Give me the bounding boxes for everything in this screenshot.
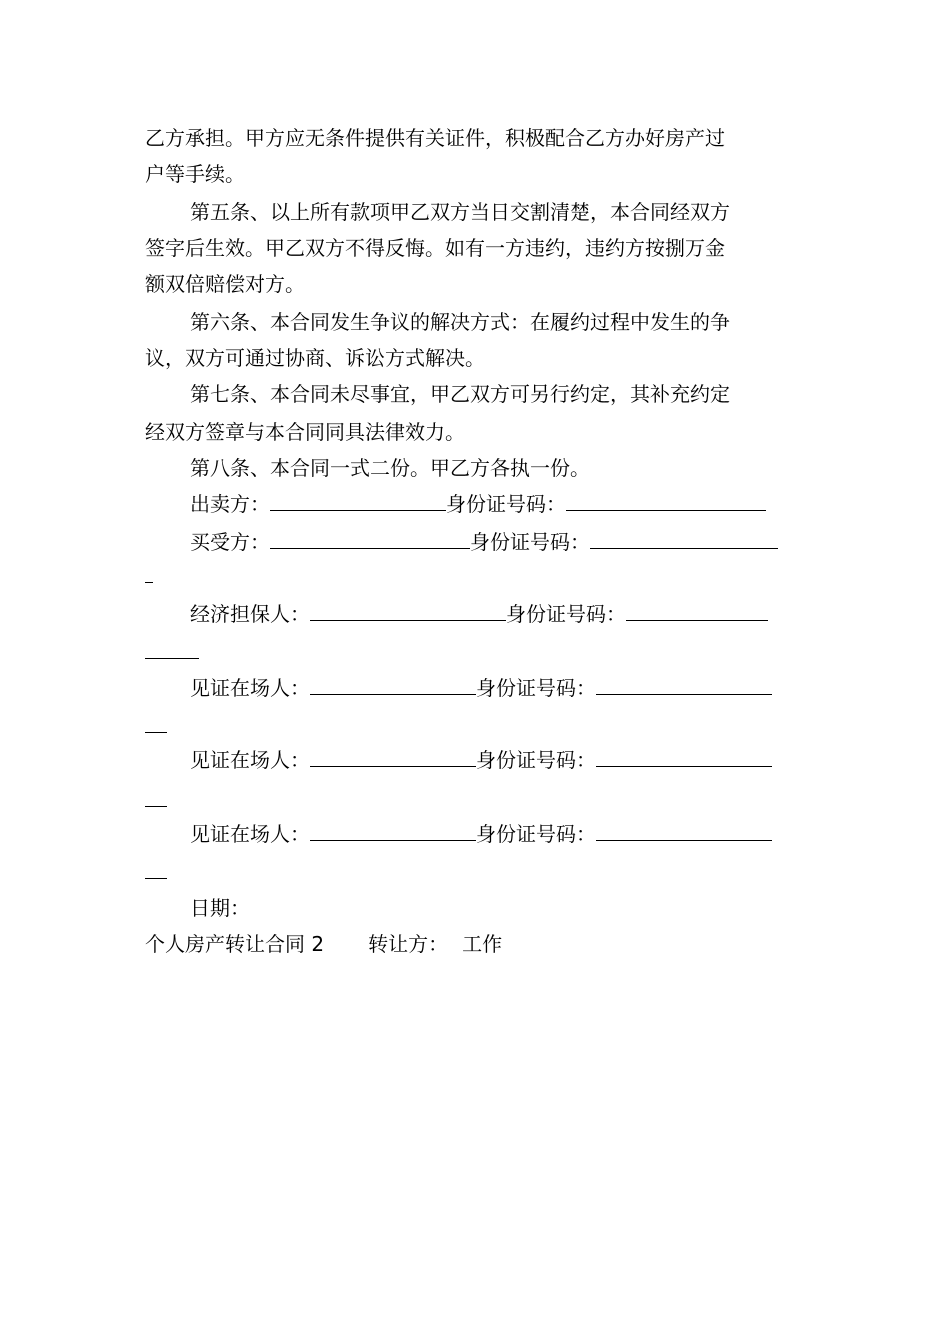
witness-2-name-blank[interactable] [310,749,476,767]
guarantor-name-blank[interactable] [310,603,506,621]
witness-2-id-label: 身份证号码： [476,748,596,772]
witness-3-id-label: 身份证号码： [476,822,596,846]
article-6-line-1: 第六条、本合同发生争议的解决方式：在履约过程中发生的争 [190,310,730,334]
witness-3-signature-row [190,822,772,846]
transferor-label: 转让方： [368,932,449,956]
seller-id-label: 身份证号码： [446,492,566,516]
article-8: 第八条、本合同一式二份。甲乙方各执一份。 [190,456,590,480]
buyer-label: 买受方： [190,530,270,554]
article-5-line-1: 第五条、以上所有款项甲乙双方当日交割清楚，本合同经双方 [190,200,730,224]
work-label: 工作 [462,932,503,956]
buyer-id-blank-continuation[interactable] [145,582,153,583]
next-contract-title: 个人房产转让合同 2 [145,932,325,956]
witness-2-id-blank[interactable] [596,749,772,767]
article-7-line-1: 第七条、本合同未尽事宜，甲乙双方可另行约定，其补充约定 [190,382,730,406]
witness-3-id-blank[interactable] [596,823,772,841]
guarantor-label: 经济担保人： [190,602,310,626]
witness-3-id-blank-continuation[interactable] [145,878,167,879]
buyer-id-blank[interactable] [590,531,778,549]
witness-2-id-blank-continuation[interactable] [145,806,167,807]
article-5-line-2: 签字后生效。甲乙双方不得反悔。如有一方违约，违约方按捌万金 [145,236,725,260]
guarantor-id-label: 身份证号码： [506,602,626,626]
article-5-line-3: 额双倍赔偿对方。 [145,272,305,296]
witness-2-label: 见证在场人： [190,748,310,772]
seller-label: 出卖方： [190,492,270,516]
article-6-line-2: 议，双方可通过协商、诉讼方式解决。 [145,346,485,370]
guarantor-id-blank[interactable] [626,603,768,621]
date-label: 日期： [190,896,250,920]
witness-1-label: 见证在场人： [190,676,310,700]
buyer-name-blank[interactable] [270,531,470,549]
article-4-ending-line-2: 户等手续。 [145,162,245,186]
seller-signature-row [190,492,766,516]
date-row [190,896,250,920]
seller-name-blank[interactable] [270,493,446,511]
witness-3-name-blank[interactable] [310,823,476,841]
witness-1-id-blank[interactable] [596,677,772,695]
witness-2-signature-row [190,748,772,772]
guarantor-id-blank-continuation[interactable] [145,658,199,659]
buyer-signature-row [190,530,778,554]
witness-1-id-label: 身份证号码： [476,676,596,700]
witness-1-signature-row [190,676,772,700]
seller-id-blank[interactable] [566,493,766,511]
witness-1-id-blank-continuation[interactable] [145,732,167,733]
guarantor-signature-row [190,602,768,626]
witness-3-label: 见证在场人： [190,822,310,846]
witness-1-name-blank[interactable] [310,677,476,695]
buyer-id-label: 身份证号码： [470,530,590,554]
article-4-ending-line-1: 乙方承担。甲方应无条件提供有关证件，积极配合乙方办好房产过 [145,126,725,150]
next-contract-heading-row [145,932,502,956]
article-7-line-2: 经双方签章与本合同同具法律效力。 [145,420,465,444]
